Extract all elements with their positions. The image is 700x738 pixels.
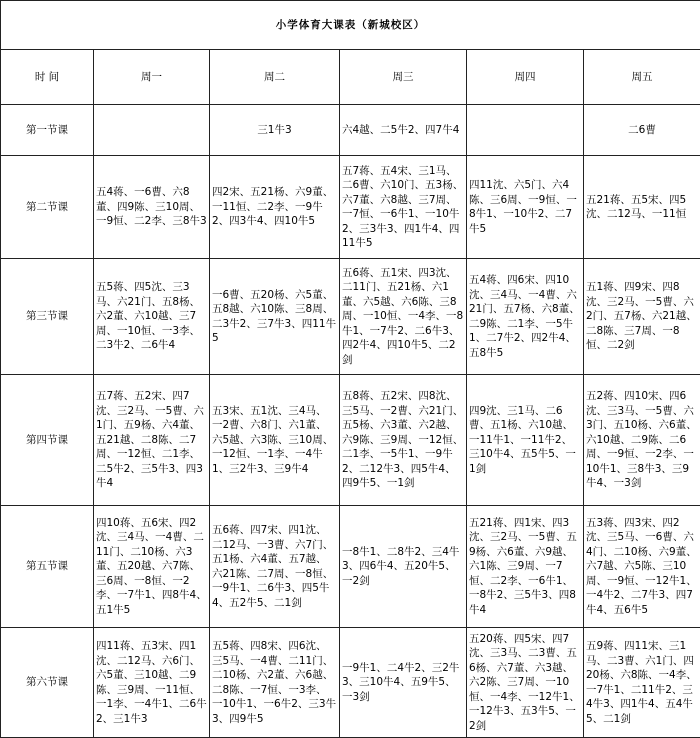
- schedule-cell: 五21蒋、四1宋、四3沈、三2马、一5曹、五9杨、六6董、六9越、六1陈、三9周、一7恒、二2李、一6牛1、一8牛2、三5牛3、四8牛4: [467, 506, 584, 628]
- period-label: 第六节课: [1, 628, 94, 738]
- header-wednesday: 周三: [340, 50, 467, 105]
- schedule-cell: 一9牛1、二4牛2、三2牛3、三10牛4、五9牛5、一3剑: [340, 628, 467, 738]
- schedule-cell: 四10蒋、五6宋、四2沈、三4马、一4曹、二11门、二10杨、六3董、五20越、六7陈、三6周、一8恒、一2李、一7牛1、四8牛4、五1牛5: [94, 506, 210, 628]
- schedule-cell: 五7蒋、五2宋、四7沈、三2马、一5曹、六1门、五9杨、六4董、五21越、二8陈、二7周、一12恒、二1李、二5牛2、三5牛3、四3牛4: [94, 375, 210, 506]
- period-label: 第二节课: [1, 156, 94, 259]
- period-row-2: [1, 156, 700, 259]
- schedule-cell: [94, 105, 210, 156]
- schedule-cell: 五4蒋、四6宋、四10沈、三4马、一4曹、六21门、五7杨、六8董、二9陈、二1李、一5牛1、二7牛2、四2牛4、五8牛5: [467, 259, 584, 375]
- schedule-cell: 五3蒋、四3宋、四2沈、三5马、一6曹、六4门、二10杨、六9董、六7越、六5陈、三10周、一9恒、一12牛1、一4牛2、二7牛3、四7牛4、五6牛5: [584, 506, 700, 628]
- schedule-cell: 一8牛1、二8牛2、三4牛3、四6牛4、五20牛5、一2剑: [340, 506, 467, 628]
- period-row-3: [1, 259, 700, 375]
- schedule-cell: 四2宋、五21杨、六9董、一11恒、二2李、一9牛2、四3牛4、四10牛5: [210, 156, 340, 259]
- schedule-cell: 五6蒋、四7宋、四1沈、二12马、一3曹、六7门、五1杨、六4董、五7越、六21陈、二7周、一8恒、一9牛1、二6牛3、四5牛4、五2牛5、二1剑: [210, 506, 340, 628]
- schedule-cell: 二6曹: [584, 105, 700, 156]
- schedule-cell: 五1蒋、四9宋、四8沈、三2马、一5曹、六2门、五7杨、六21越、二8陈、三7周、一8恒、二2剑: [584, 259, 700, 375]
- schedule-cell: 五21蒋、五5宋、四5沈、二12马、一11恒: [584, 156, 700, 259]
- header-tuesday: 周二: [210, 50, 340, 105]
- title-row: [1, 1, 700, 50]
- schedule-cell: 五5蒋、四5沈、三3马、六21门、五8杨、六2董、六10越、三7周、一10恒、一3李、二3牛2、二6牛4: [94, 259, 210, 375]
- header-row: [1, 50, 700, 105]
- period-label: 第一节课: [1, 105, 94, 156]
- header-monday: 周一: [94, 50, 210, 105]
- schedule-cell: [467, 105, 584, 156]
- schedule-cell: 五3宋、五1沈、三4马、一2曹、六8门、六1董、六5越、六3陈、三10周、一12恒、一1李、一4牛1、三2牛3、三9牛4: [210, 375, 340, 506]
- header-time: 时 间: [1, 50, 94, 105]
- period-row-1: [1, 105, 700, 156]
- period-label: 第三节课: [1, 259, 94, 375]
- period-label: 第四节课: [1, 375, 94, 506]
- schedule-cell: 五7蒋、五4宋、三1马、二6曹、六10门、五3杨、六7董、六8越、三7周、一7恒、一6牛1、一10牛2、三3牛3、四1牛4、四11牛5: [340, 156, 467, 259]
- schedule-cell: 五5蒋、四8宋、四6沈、三5马、一4曹、二11门、二10杨、六2董、六6越、二8陈、一7恒、一3李、一10牛1、一6牛2、三3牛3、四9牛5: [210, 628, 340, 738]
- header-thursday: 周四: [467, 50, 584, 105]
- period-row-6: [1, 628, 700, 738]
- period-row-4: [1, 375, 700, 506]
- table-title: 小学体育大课表（新城校区）: [1, 1, 700, 50]
- schedule-cell: 四9沈、三1马、二6曹、五1杨、六10越、一11牛1、一11牛2、三10牛4、五5牛5、一1剑: [467, 375, 584, 506]
- schedule-cell: 六4越、二5牛2、四7牛4: [340, 105, 467, 156]
- schedule-cell: 四11沈、六5门、六4陈、三6周、一9恒、一8牛1、一10牛2、二7牛5: [467, 156, 584, 259]
- period-row-5: [1, 506, 700, 628]
- schedule-cell: 五4蒋、一6曹、六8董、四9陈、三10周、一9恒、二2李、三8牛3: [94, 156, 210, 259]
- schedule-cell: 四11蒋、五3宋、四1沈、二12马、六6门、六5董、三10越、二9陈、三9周、一11恒、一1李、一4牛1、二6牛2、三1牛3: [94, 628, 210, 738]
- header-friday: 周五: [584, 50, 700, 105]
- schedule-cell: 五2蒋、四10宋、四6沈、三3马、一5曹、六3门、五10杨、六6董、六10越、二9陈、二6周、一9恒、一2李、一10牛1、三8牛3、三9牛4、一3剑: [584, 375, 700, 506]
- schedule-cell: 五6蒋、五1宋、四3沈、二11门、五21杨、六1董、六5越、六6陈、三8周、一10恒、一4李、一8牛1、一7牛2、二6牛3、四2牛4、四10牛5、二2剑: [340, 259, 467, 375]
- period-label: 第五节课: [1, 506, 94, 628]
- schedule-cell: 五20蒋、四5宋、四7沈、三3马、二3曹、五6杨、六7董、六3越、六2陈、三7周、一10恒、一4李、一12牛1、一12牛3、五3牛5、一2剑: [467, 628, 584, 738]
- schedule-cell: 一6曹、五20杨、六5董、五8越、六10陈、三8周、二3牛2、三7牛3、四11牛5: [210, 259, 340, 375]
- schedule-cell: 三1牛3: [210, 105, 340, 156]
- schedule-cell: 五9蒋、四11宋、三1马、二3曹、六1门、四20杨、六8陈、一4李、一7牛1、二11牛2、三4牛3、四1牛4、五4牛5、二1剑: [584, 628, 700, 738]
- schedule-cell: 五8蒋、五2宋、四8沈、三5马、一2曹、六21门、五5杨、六3董、六2越、六9陈、三9周、一12恒、二1李、一5牛1、一9牛2、二12牛3、四5牛4、四9牛5、一1剑: [340, 375, 467, 506]
